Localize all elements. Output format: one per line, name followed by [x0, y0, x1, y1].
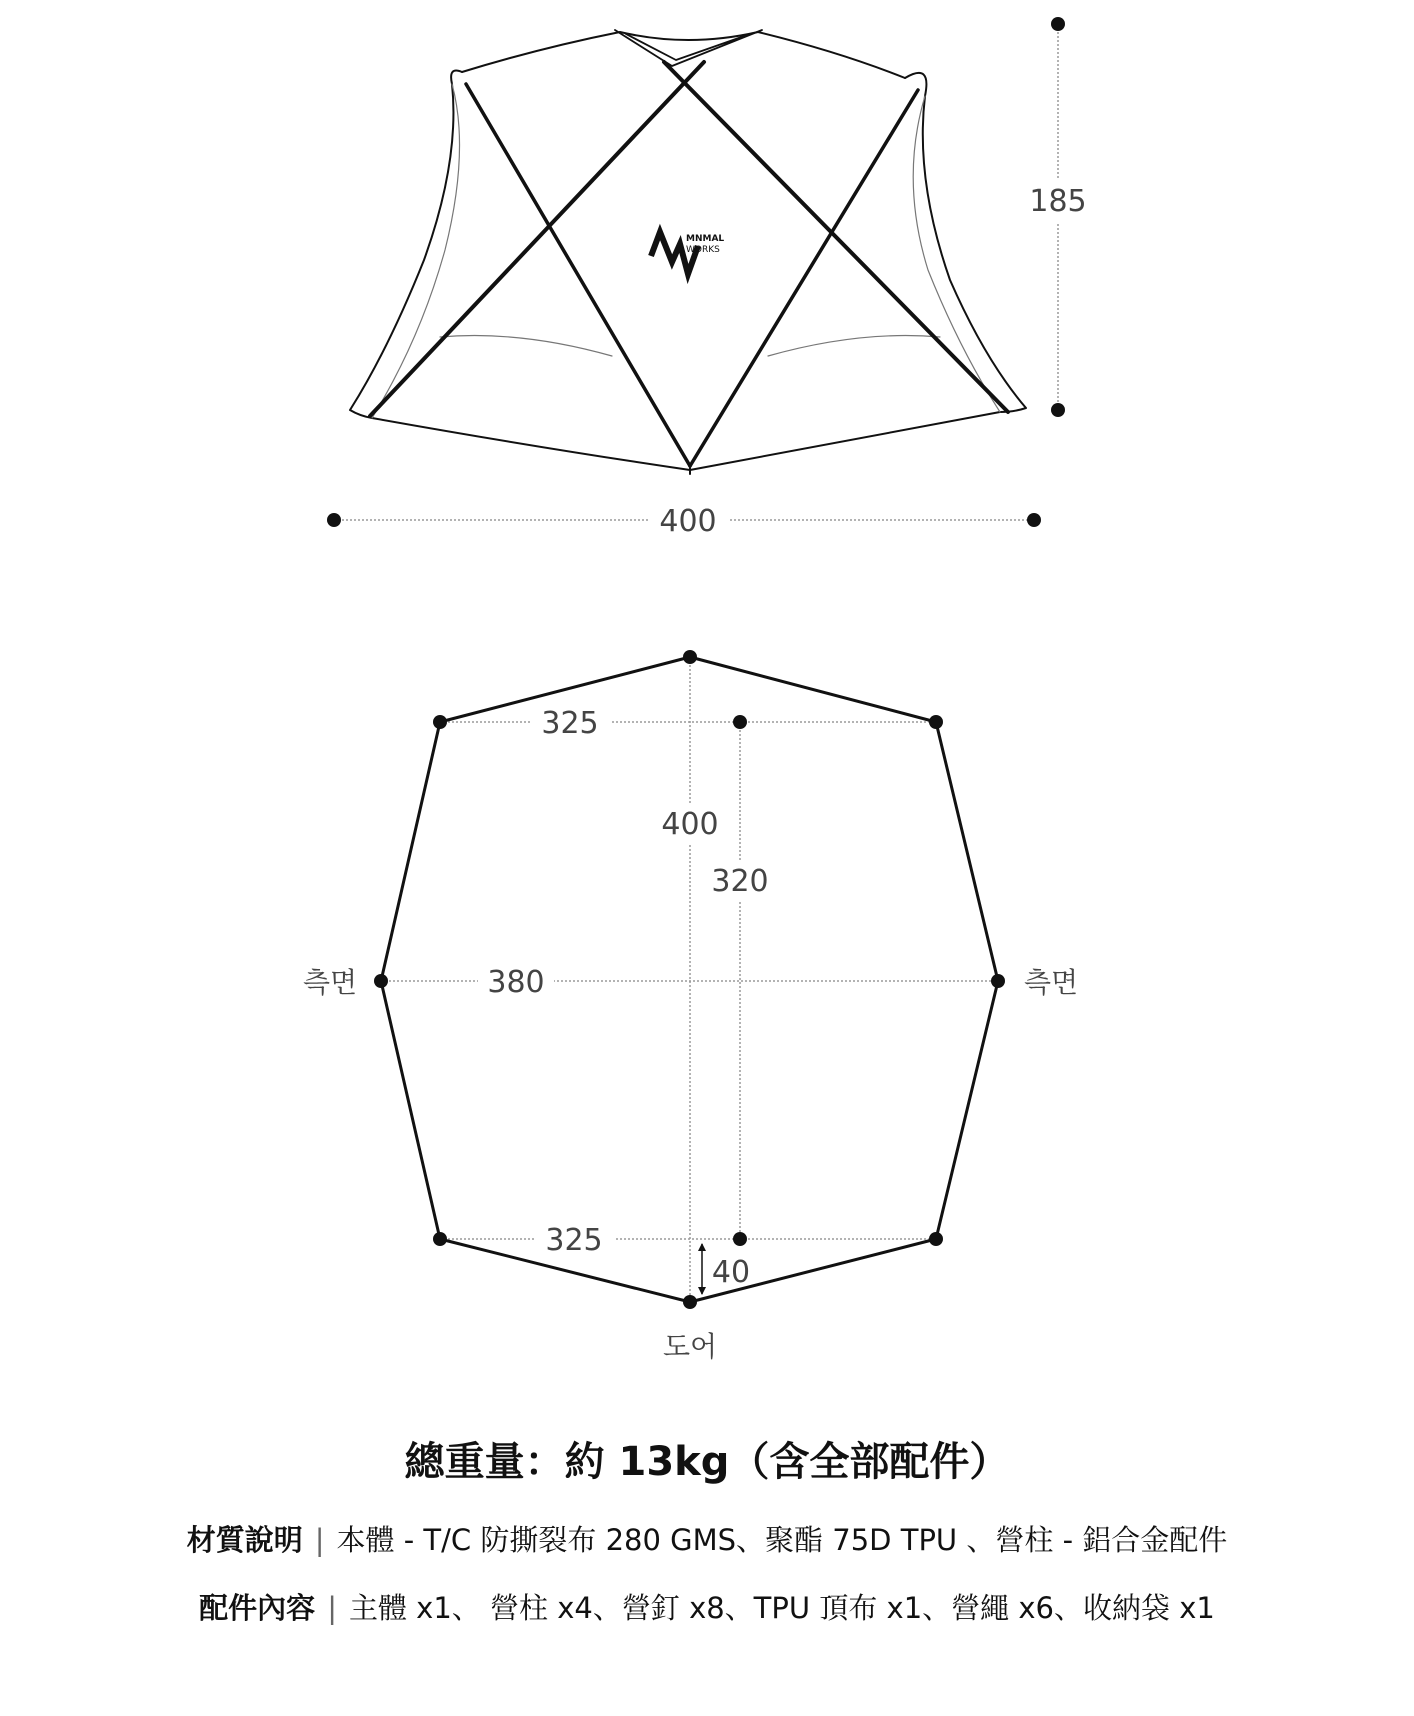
- materials-row: [0, 1518, 1414, 1559]
- width-dim-right-dot: [1027, 513, 1041, 527]
- accessories-row: [0, 1586, 1414, 1627]
- logo-text-1: MNMAL: [686, 234, 725, 244]
- accessories-label: 配件內容: [199, 1591, 316, 1625]
- tent-pole-center-right: [690, 90, 918, 466]
- corner-dot-right: [991, 974, 1005, 988]
- inner-dot-bottom: [733, 1232, 747, 1246]
- bottom-width-label: 325: [545, 1223, 603, 1258]
- materials-separator: |: [314, 1523, 325, 1557]
- width-label: 400: [659, 504, 717, 539]
- materials-label: 材質說明: [186, 1523, 303, 1557]
- brand-logo: [651, 232, 724, 274]
- tent-left-wing: [350, 71, 462, 419]
- corner-dot-left: [374, 974, 388, 988]
- corner-dot-bottom: [683, 1295, 697, 1309]
- floor-plan: [303, 650, 1078, 1363]
- tent-right-wing: [905, 73, 1026, 412]
- width-dim-left-dot: [327, 513, 341, 527]
- door-offset-arrow-head-top: [698, 1243, 706, 1251]
- inner-length-label: 320: [711, 864, 769, 899]
- tent-top-edge: [462, 32, 905, 78]
- inner-dot-top: [733, 715, 747, 729]
- tent-pole-left: [370, 62, 704, 416]
- materials-value: 本體 - T/C 防撕裂布 280 GMS、聚酯 75D TPU 、營柱 - 鋁合金配件: [336, 1523, 1228, 1557]
- corner-dot-bottom-left: [433, 1232, 447, 1246]
- height-dim-bottom-dot: [1051, 403, 1065, 417]
- door-label: 도어: [662, 1330, 718, 1363]
- side-view-dimensions: [327, 17, 1088, 542]
- accessories-value: 主體 x1、 營柱 x4、營釘 x8、TPU 頂布 x1、營繩 x6、收納袋 x1: [348, 1591, 1215, 1625]
- corner-dot-top: [683, 650, 697, 664]
- top-width-label: 325: [541, 706, 599, 741]
- tent-right-seam: [768, 336, 940, 356]
- accessories-separator: |: [327, 1591, 337, 1625]
- corner-dot-bottom-right: [929, 1232, 943, 1246]
- door-offset-label: 40: [711, 1255, 751, 1290]
- door-offset-arrow-head-bottom: [698, 1287, 706, 1295]
- corner-dot-top-right: [929, 715, 943, 729]
- tent-right-inner-fold: [913, 96, 1000, 412]
- total-weight-heading: 總重量：約 13kg（含全部配件）: [404, 1439, 1010, 1485]
- height-dim-top-dot: [1051, 17, 1065, 31]
- corner-dot-top-left: [433, 715, 447, 729]
- width-label-plan: 380: [487, 965, 545, 1000]
- tent-pole-center-left: [466, 84, 690, 466]
- logo-text-2: WORKS: [686, 245, 720, 255]
- side-label-right: 측면: [1023, 966, 1079, 999]
- tent-left-seam: [440, 336, 612, 356]
- height-label: 185: [1029, 184, 1087, 219]
- length-label: 400: [661, 807, 719, 842]
- side-label-left: 측면: [302, 966, 358, 999]
